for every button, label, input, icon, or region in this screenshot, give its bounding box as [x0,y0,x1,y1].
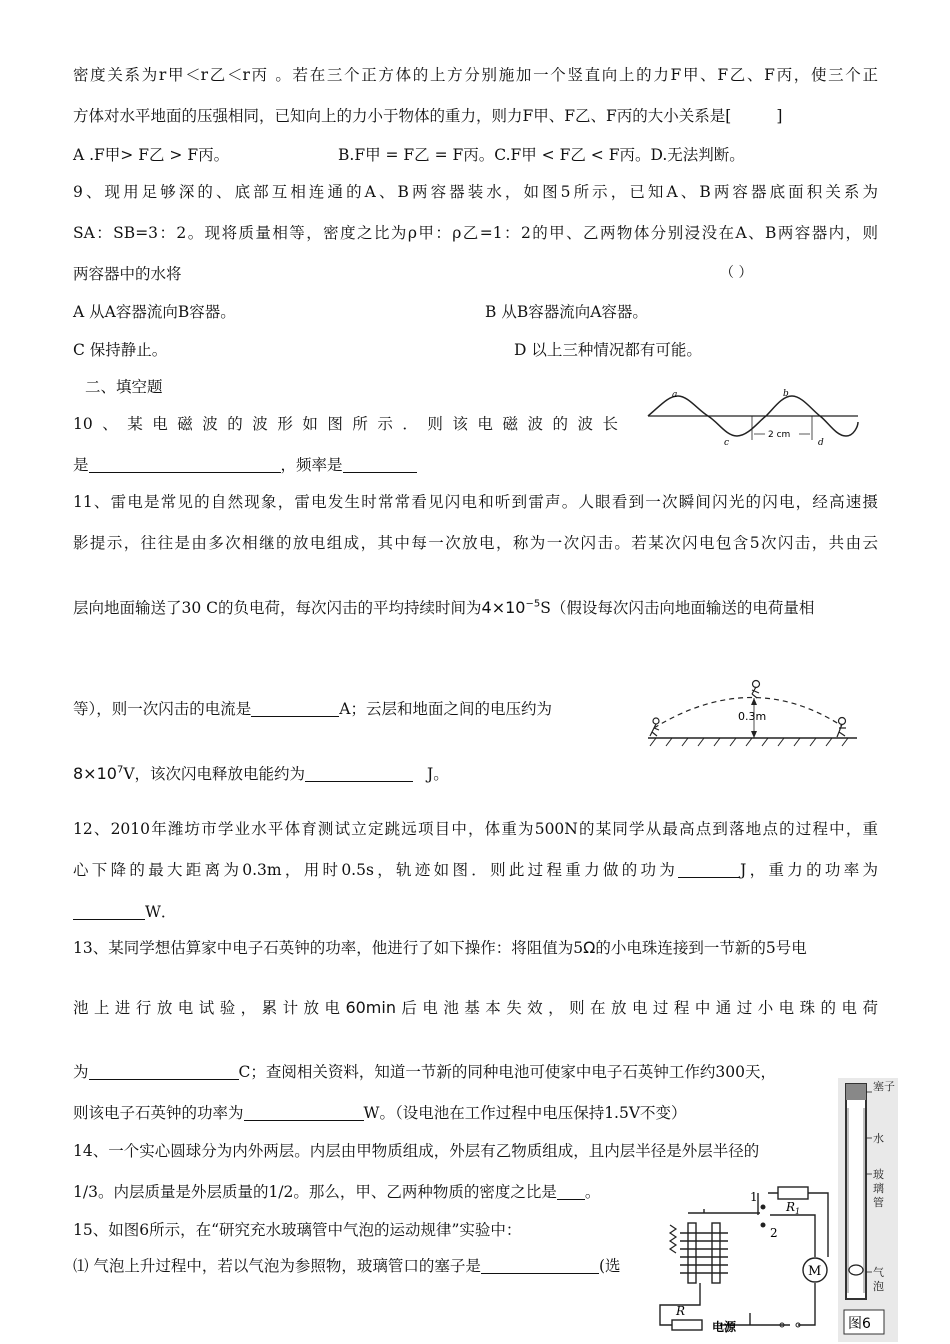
wave-label-b: b [783,389,789,399]
q12-text: W． [73,900,176,922]
person-land [837,718,846,738]
bubble [849,1265,863,1275]
q14-text: 1/3。内层质量是外层质量的1/2。那么，甲、乙两种物质的密度之比是 。 [73,1183,601,1201]
resistor-r1-label: $R_1$ [786,1200,801,1216]
tube-label-bubble: 气 [873,1266,884,1279]
q9-option-d: D 以上三种情况都有可能。 [514,341,702,359]
tube-label-glass: 璃 [873,1182,884,1195]
switch-contact-2-label: 2 [770,1226,778,1240]
tube-label-glass: 管 [873,1196,884,1209]
tube-label-cork: 塞子 [873,1080,895,1093]
switch-contact-1 [761,1205,766,1210]
q11-text: 等），则一次闪击的电流是 A；云层和地面之间的电压约为 [73,700,552,718]
person-start [650,718,659,736]
q13-text: 池上进行放电试验，累计放电60min后电池基本失效，则在放电过程中通过小电珠的电荷 [73,998,878,1017]
q15-text: 15、如图6所示，在“研究充水玻璃管中气泡的运动规律”实验中： [73,1221,522,1239]
cork [846,1084,866,1100]
answer-paren: （ ） [720,265,753,281]
motor-label: M [808,1264,822,1279]
tube-label-bubble: 泡 [873,1280,884,1293]
jump-figure [642,678,862,750]
wave-label-c: c [724,438,730,448]
q10-text: 10、某电磁波的波形如图所示．则该电磁波的波长 [73,415,618,433]
resistor-r-label: R [676,1304,686,1318]
q14-text: 14、一个实心圆球分为内外两层。内层由甲物质组成，外层有乙物质组成，且内层半径是外层半径的 [73,1142,760,1160]
resistor-r1 [778,1187,808,1199]
q11-text: $8\times 10^7V$，该次闪电释放电能约为 J。 [73,764,449,783]
q9-text: SA：SB=3：2。现将质量相等，密度之比为ρ甲：ρ乙=1：2的甲、乙两物体分别浸没在A、B两容器内，则 [73,224,878,242]
tube-label-glass: 玻 [873,1168,884,1181]
circuit-figure [650,1185,835,1340]
q13-text: 13、某同学想估算家中电子石英钟的功率，他进行了如下操作：将阻值为5Ω的小电珠连接到一节新的5号电 [73,938,807,957]
q13-text: 为 C；查阅相关资料，知道一节新的同种电池可使家中电子石英钟工作约300天， [73,1063,776,1081]
q9-option-b: B 从B容器流向A容器。 [485,303,648,321]
electromagnet-coil [680,1233,728,1273]
text-line: 密度关系为r甲＜r乙＜r丙 。若在三个正方体的上方分别施加一个竖直向上的力F甲、F乙、F丙，使三个正 [73,66,878,84]
q9-text: 两容器中的水将 [73,265,182,283]
q9-option-a: A 从A容器流向B容器。 [73,303,236,321]
wave-label-a: a [672,390,678,400]
section-title: 二、填空题 [85,378,163,396]
q11-text: 11、雷电是常见的自然现象，雷电发生时常常看见闪电和听到雷声。人眼看到一次瞬间闪光的闪电，经高速摄 [73,493,878,511]
switch-contact-2 [761,1223,766,1228]
spring [670,1225,676,1253]
wave-figure [640,388,865,448]
figure-caption: 图6 [848,1316,871,1332]
q10-text: 是 ，频率是 [73,453,417,475]
jump-height-label: 0.3m [738,710,767,723]
text-line: 方体对水平地面的压强相同，已知向上的力小于物体的重力，则力F甲、F乙、F丙的大小关系是[ ] [73,107,783,125]
wave-label-d: d [818,438,824,448]
switch-contact-1-label: 1 [750,1190,758,1204]
q8-options-bcd: B.F甲 = F乙 = F丙。C.F甲 < F乙 < F丙。D.无法判断。 [338,146,745,164]
tube-figure [838,1078,898,1342]
q15-text: ⑴ 气泡上升过程中，若以气泡为参照物，玻璃管口的塞子是 (选 [73,1257,621,1275]
q13-text: 则该电子石英钟的功率为 W。（设电池在工作过程中电压保持1.5V不变） [73,1104,687,1122]
tube-label-water: 水 [873,1132,884,1145]
resistor-r [672,1320,702,1330]
power-source-label: 电源 [712,1320,737,1334]
q11-text: 影提示，往往是由多次相继的放电组成，其中每一次放电，称为一次闪击。若某次闪电包含5次闪击，共由云 [73,534,878,552]
q9-option-c: C 保持静止。 [73,341,168,359]
wave-span-label: 2 cm [768,430,791,440]
q9-text: 9、现用足够深的、底部互相连通的A、B两容器装水，如图5所示，已知A、B两容器底面积关系为 [73,183,878,201]
person-top [752,681,760,699]
q8-option-a: A .F甲> F乙 > F丙。 [73,146,230,164]
q11-text: 层向地面输送了30 C的负电荷，每次闪击的平均持续时间为$4\times 10^{-5}S$（假设每次闪击向地面输送的电荷量相 [73,598,815,617]
q12-text: 心下降的最大距离为0.3m，用时0.5s，轨迹如图．则此过程重力做的功为 J，重力的功率为 [73,861,878,879]
q12-text: 12、2010年潍坊市学业水平体育测试立定跳远项目中，体重为500N的某同学从最高点到落地点的过程中，重 [73,820,878,838]
ground-hatch [650,738,848,746]
